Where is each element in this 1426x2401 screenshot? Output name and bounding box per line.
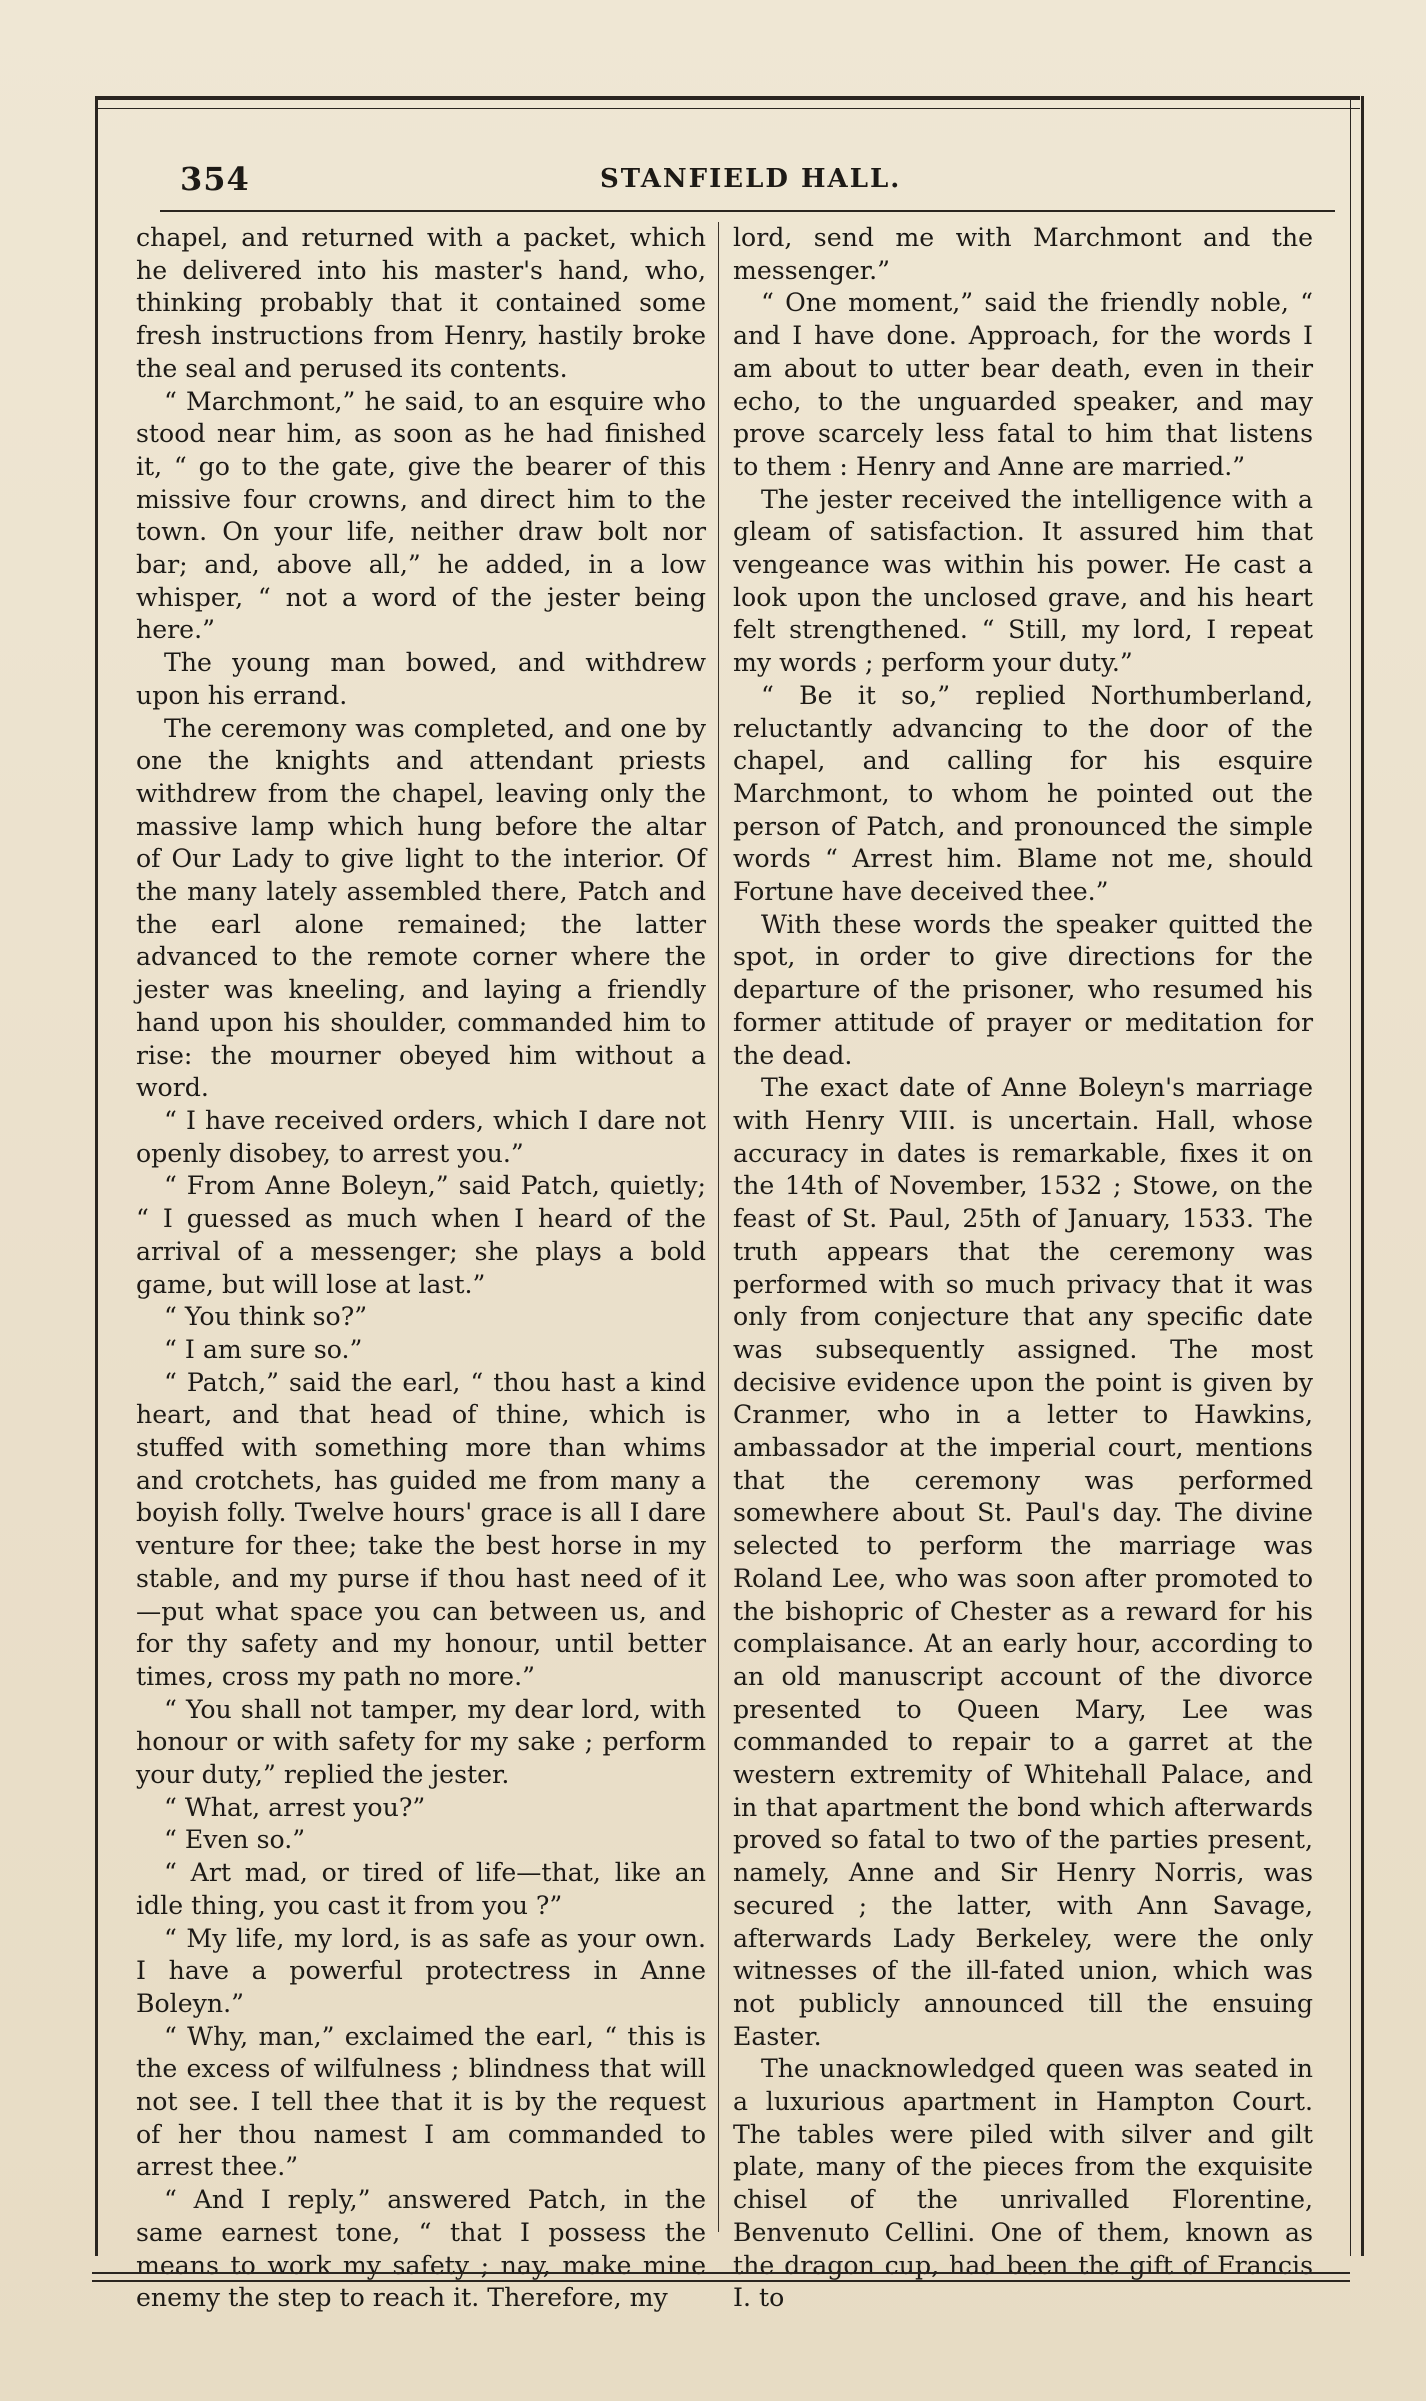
paragraph: “ You shall not tamper, my dear lord, with honour or with safety for my sake ; perform your duty,” replied the jester. [136, 1694, 706, 1790]
paragraph: “ From Anne Boleyn,” said Patch, quietly; “ I guessed as much when I heard of the arrival of a messenger; she plays a bold game, but will lose at last.” [136, 1171, 706, 1299]
paragraph: The young man bowed, and withdrew upon his errand. [136, 648, 706, 710]
text-column-right [733, 222, 1313, 2313]
paragraph: The exact date of Anne Boleyn's marriage with Henry VIII. is uncertain. Hall, whose accuracy in dates is remarkable, fixes it on the 14th of November, 1532 ; Stowe, on the feast of St. Paul, 25th of January, 1533. The truth appears that the ceremony was performed with so much privacy that it was only from conjecture that any specific date was subsequently assigned. The most decisive evidence upon the point is given by Cranmer, who in a letter to Hawkins, ambassador at the imperial court, mentions that the ceremony was performed somewhere about St. Paul's day. The divine selected to perform the marriage was Roland Lee, who was soon after promoted to the bishopric of Chester as a reward for his complaisance. At an early hour, according to an old manuscript account of the divorce presented to Queen Mary, Lee was commanded to repair to a garret at the western extremity of Whitehall Palace, and in that apartment the bond which afterwards proved so fatal to two of the parties present, namely, Anne and Sir Henry Norris, was secured ; the latter, with Ann Savage, afterwards Lady Berkeley, were the only witnesses of the ill-fated union, which was not publicly announced till the ensuing Easter. [733, 1073, 1313, 2051]
paragraph: “ Why, man,” exclaimed the earl, “ this is the excess of wilfulness ; blindness that will not see. I tell thee that it is by the request of her thou namest I am commanded to arrest thee.” [136, 2021, 706, 2182]
paragraph: With these words the speaker quitted the spot, in order to give directions for the departure of the prisoner, who resumed his former attitude of prayer or meditation for the dead. [733, 909, 1313, 1070]
paragraph: “ One moment,” said the friendly noble, “ and I have done. Approach, for the words I am about to utter bear death, even in their echo, to the unguarded speaker, and may prove scarcely less fatal to him that listens to them : Henry and Anne are married.” [733, 288, 1313, 481]
paragraph: lord, send me with Marchmont and the messenger.” [733, 223, 1313, 285]
paragraph: chapel, and returned with a packet, which he delivered into his master's hand, who, thinking probably that it contained some fresh instructions from Henry, hastily broke the seal and perused its contents. [136, 223, 706, 383]
paragraph: “ Be it so,” replied Northumberland, reluctantly advancing to the door of the chapel, and calling for his esquire Marchmont, to whom he pointed out the person of Patch, and pronounced the simple words “ Arrest him. Blame not me, should Fortune have deceived thee.” [733, 680, 1313, 907]
paragraph: “ I have received orders, which I dare not openly disobey, to arrest you.” [136, 1105, 706, 1168]
page-header [125, 150, 1340, 210]
paragraph: “ Marchmont,” he said, to an esquire who stood near him, as soon as he had finished it, “ go to the gate, give the bearer of this missive four crowns, and direct him to the town. On your life, neither draw bolt nor bar; and, above all,” he added, in a low whisper, “ not a word of the jester being here.” [136, 386, 706, 645]
page-frame-top-inner-rule [95, 108, 1360, 109]
page-frame-right-rule [1350, 96, 1364, 2256]
paragraph: “ My life, my lord, is as safe as your own. I have a powerful protectress in Anne Boleyn.” [136, 1923, 706, 2018]
header-rule [160, 210, 1335, 212]
paragraph: “ What, arrest you?” [164, 1792, 426, 1822]
paragraph: “ Even so.” [164, 1825, 306, 1855]
running-head: STANFIELD HALL. [600, 164, 902, 194]
paragraph: The unacknowledged queen was seated in a luxurious apartment in Hampton Court. The tables were piled with silver and gilt plate, many of the pieces from the exquisite chisel of the unrivalled Florentine, Benvenuto Cellini. One of them, known as the dragon cup, had been the gift of Francis I. to [733, 2054, 1313, 2313]
page-number: 354 [180, 160, 250, 198]
page-frame-top-rule [95, 96, 1360, 100]
column-divider [718, 222, 719, 2232]
paragraph: “ And I reply,” answered Patch, in the same earnest tone, “ that I possess the means to work my safety ; nay, make mine enemy the step to reach it. Therefore, my [136, 2185, 706, 2313]
page-frame-bottom-rule [92, 2272, 1350, 2282]
text-column-left [136, 222, 706, 2313]
paragraph: “ Patch,” said the earl, “ thou hast a kind heart, and that head of thine, which is stuffed with something more than whims and crotchets, has guided me from many a boyish folly. Twelve hours' grace is all I dare venture for thee; take the best horse in my stable, and my purse if thou hast need of it—put what space you can between us, and for thy safety and my honour, until better times, cross my path no more.” [136, 1367, 706, 1691]
paragraph: The jester received the intelligence with a gleam of satisfaction. It assured him that vengeance was within his power. He cast a look upon the unclosed grave, and his heart felt strengthened. “ Still, my lord, I repeat my words ; perform your duty.” [733, 484, 1313, 678]
paragraph: “ Art mad, or tired of life—that, like an idle thing, you cast it from you ?” [136, 1858, 706, 1920]
paragraph: “ I am sure so.” [164, 1334, 363, 1364]
paragraph: “ You think so?” [164, 1302, 368, 1332]
page-frame-left-rule [95, 96, 98, 2256]
paragraph: The ceremony was completed, and one by one the knights and attendant priests withdrew from the chapel, leaving only the massive lamp which hung before the altar of Our Lady to give light to the interior. Of the many lately assembled there, Patch and the earl alone remained; the latter advanced to the remote corner where the jester was kneeling, and laying a friendly hand upon his shoulder, commanded him to rise: the mourner obeyed him without a word. [136, 713, 706, 1103]
